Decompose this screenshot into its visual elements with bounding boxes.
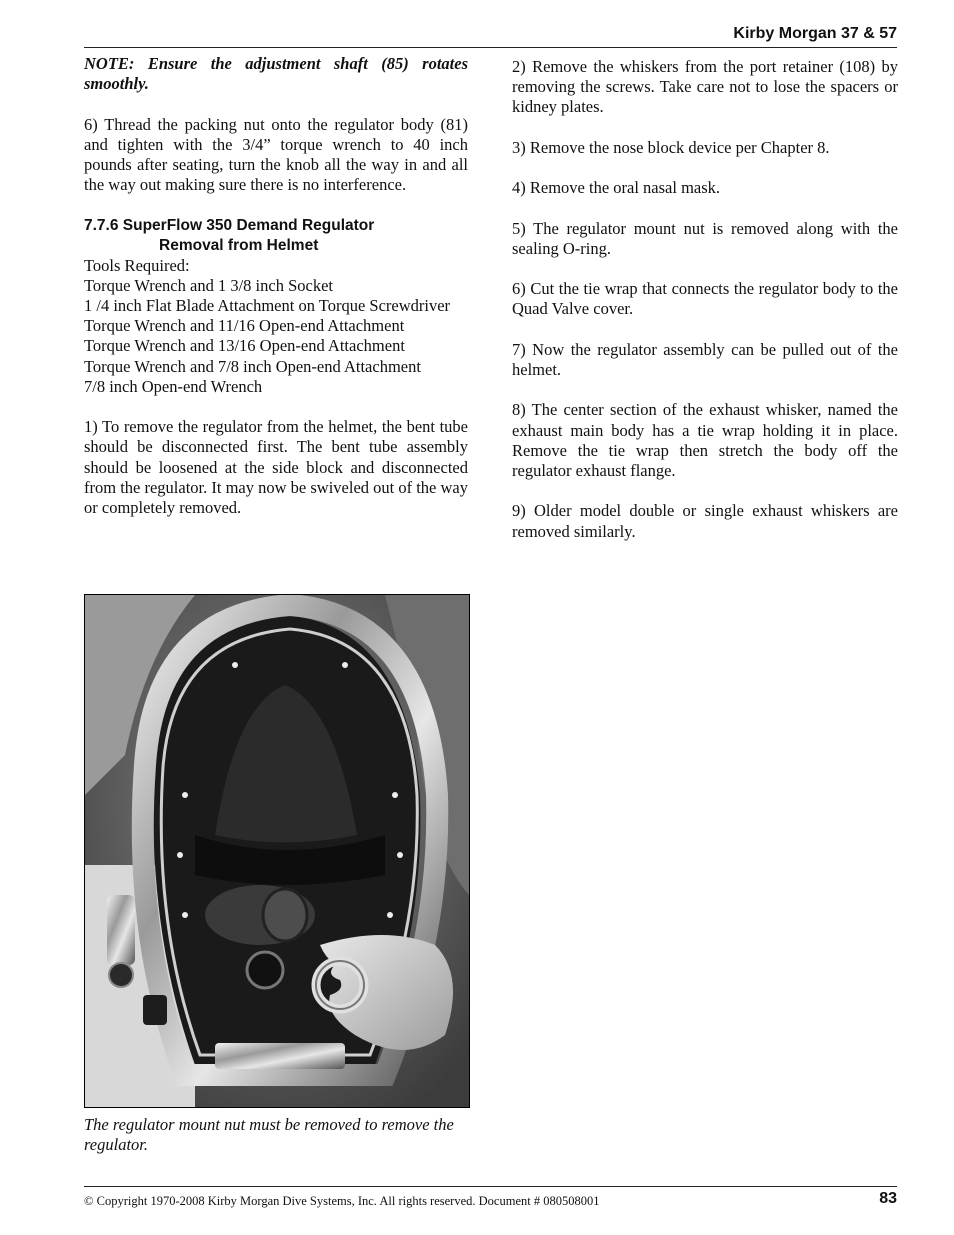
helmet-photo-illustration (85, 595, 469, 1107)
footer-rule (84, 1186, 897, 1187)
left-column (84, 54, 468, 538)
page-number: 83 (879, 1190, 897, 1207)
tools-list-item: 1 /4 inch Flat Blade Attachment on Torque Screwdriver (84, 296, 451, 315)
section-heading-line2: Removal from Helmet (159, 236, 319, 254)
step-3-paragraph: 3) Remove the nose block device per Chapter 8. (512, 137, 830, 157)
tools-list-item: 7/8 inch Open-end Wrench (84, 376, 263, 396)
step-1-paragraph: 1) To remove the regulator from the helmet, the bent tube should be disconnected first. The bent tube assembly should be loosened at the side block and disconnected from the regulator. It may now be swiveled out of the way or completely removed. (84, 417, 468, 518)
right-column (512, 57, 898, 562)
step-4-paragraph: 4) Remove the oral nasal mask. (512, 178, 721, 198)
tools-list (84, 256, 468, 397)
footer-copyright: © Copyright 1970-2008 Kirby Morgan Dive Systems, Inc. All rights reserved. Document # 080508001 (84, 1194, 600, 1208)
header-rule (84, 47, 897, 48)
tools-list-item: Torque Wrench and 7/8 inch Open-end Attachment (84, 356, 421, 376)
section-heading (84, 216, 468, 256)
tools-list-item: Tools Required: (84, 255, 190, 275)
step-8-paragraph: 8) The center section of the exhaust whisker, named the exhaust main body has a tie wrap holding it in place. Remove the tie wrap then stretch the body off the regulator exhaust flange. (512, 400, 898, 480)
tools-list-item: Torque Wrench and 1 3/8 inch Socket (84, 275, 333, 295)
step-6b-paragraph: 6) Cut the tie wrap that connects the regulator body to the Quad Valve cover. (512, 279, 898, 319)
figure-caption: The regulator mount nut must be removed to remove the regulator. (84, 1115, 454, 1155)
tools-list-item: Torque Wrench and 11/16 Open-end Attachment (84, 316, 405, 336)
page-header-title: Kirby Morgan 37 & 57 (733, 25, 897, 42)
step-9-paragraph: 9) Older model double or single exhaust whiskers are removed similarly. (512, 501, 898, 541)
step-6-paragraph: 6) Thread the packing nut onto the regulator body (81) and tighten with the 3/4” torque wrench to 40 inch pounds after seating, turn the knob all the way in and all the way out making sure there is no interference. (84, 114, 468, 195)
tools-list-item: Torque Wrench and 13/16 Open-end Attachment (84, 336, 405, 356)
note-paragraph: NOTE: Ensure the adjustment shaft (85) rotates smoothly. (84, 54, 468, 94)
step-7-paragraph: 7) Now the regulator assembly can be pulled out of the helmet. (512, 339, 898, 379)
section-heading-line1: 7.7.6 SuperFlow 350 Demand Regulator (84, 216, 375, 234)
step-2-paragraph: 2) Remove the whiskers from the port retainer (108) by removing the screws. Take care not to lose the spacers or kidney plates. (512, 57, 898, 117)
step-5-paragraph: 5) The regulator mount nut is removed along with the sealing O-ring. (512, 218, 898, 258)
helmet-photo (84, 594, 470, 1108)
